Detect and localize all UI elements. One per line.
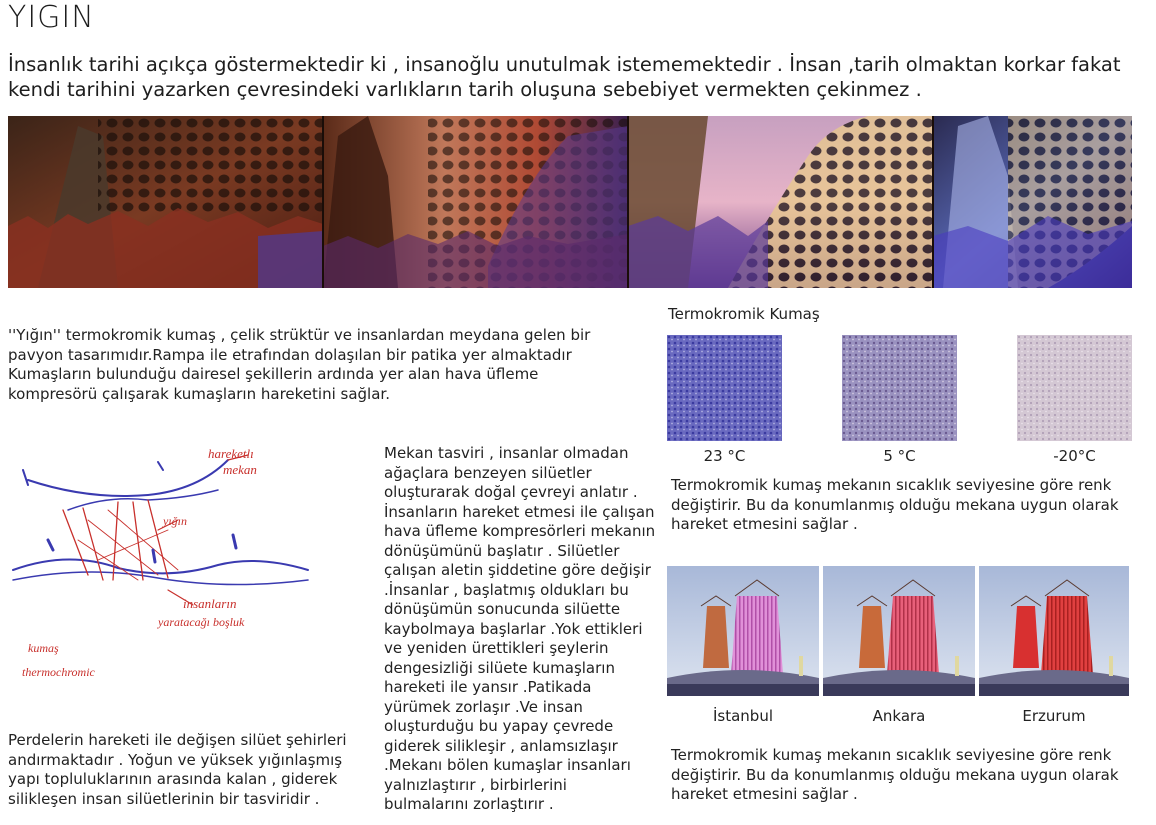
fabric-swatch-5 — [842, 335, 957, 441]
banner-collage — [8, 116, 1132, 288]
sketch-label-thermo: thermochromic — [22, 665, 95, 679]
city-label-erzurum: Erzurum — [1022, 707, 1086, 725]
page-title: YIGIN — [8, 0, 95, 35]
city-label-ankara: Ankara — [872, 707, 926, 725]
sketch-label-yigin: yığın — [163, 514, 187, 528]
fabric-heading: Termokromik Kumaş — [668, 305, 820, 323]
fabric-swatch-minus20 — [1017, 335, 1132, 441]
sketch-label-kumas: kumaş — [28, 641, 59, 655]
fabric-label-23: 23 °C — [703, 447, 746, 465]
sketch-label-mekan: mekan — [223, 462, 257, 477]
fabric-swatch-23 — [667, 335, 782, 441]
fabric-label-minus20: -20°C — [1053, 447, 1096, 465]
render-istanbul — [667, 566, 819, 696]
cities-caption: Termokromik kumaş mekanın sıcaklık seviyesine göre renk değiştirir. Bu da konumlanmış olduğu mekana uygun olarak hareket etmesini sağlar . — [671, 746, 1119, 803]
bottom-left-text: Perdelerin hareketi ile değişen silüet şehirleri andırmaktadır . Yoğun ve yüksek yığınlaşmış yapı topluluklarının arasında kalan , giderek silikleşen insan silüetlerinin bir tasviridir . — [8, 731, 347, 808]
city-label-istanbul: İstanbul — [712, 707, 773, 725]
sketch-label-hareketli: hareketlı — [208, 446, 254, 461]
concept-sketch — [8, 440, 326, 690]
fabric-label-5: 5 °C — [883, 447, 916, 465]
sketch-label-yaratacagi: yaratacağı boşluk — [158, 615, 245, 629]
description-text: ''Yığın'' termokromik kumaş , çelik strüktür ve insanlardan meydana gelen bir pavyon tasarımıdır.Rampa ile etrafından dolaşılan bir patika yer almaktadır Kumaşların bulunduğu dairesel şekillerin ardında yer alan hava üfleme kompresörü çalışarak kumaşların hareketini sağlar. — [8, 326, 591, 403]
render-ankara — [823, 566, 975, 696]
middle-text: Mekan tasviri , insanlar olmadan ağaçlara benzeyen silüetler oluşturarak doğal çevreyi anlatır . İnsanların hareket etmesi ile çalışan hava üfleme kompresörleri mekanın dönüşümünü başlatır . Silüetler çalışan aletin şiddetine göre değişir .İnsanlar , başlatmış oldukları bu dönüşümün sonucunda silüette kaybolmaya başlarlar .Yok ettikleri ve yeniden ürettikleri şeylerin dengesizliği silüete kumaşların hareketi ile yansır .Patikada yürümek zorlaşır .Ve insan oluşturduğu bu yapay çevrede giderek silikleşir , anlamsızlaşır .Mekanı bölen kumaşlar insanları yalnızlaştırır , birbirlerini bulmalarını zorlaştırır . — [384, 444, 656, 813]
sketch-label-insanlar: insanların — [183, 596, 237, 611]
render-erzurum — [979, 566, 1129, 696]
intro-text: İnsanlık tarihi açıkça göstermektedir ki , insanoğlu unutulmak istememektedir . İnsan ,tarih olmaktan korkar fakat kendi tarihini yazarken çevresindeki varlıkların tarih oluşuna sebebiyet vermekten çekinmez . — [8, 53, 1121, 101]
fabric-caption: Termokromik kumaş mekanın sıcaklık seviyesine göre renk değiştirir. Bu da konumlanmış olduğu mekana uygun olarak hareket etmesini sağlar . — [671, 476, 1119, 533]
